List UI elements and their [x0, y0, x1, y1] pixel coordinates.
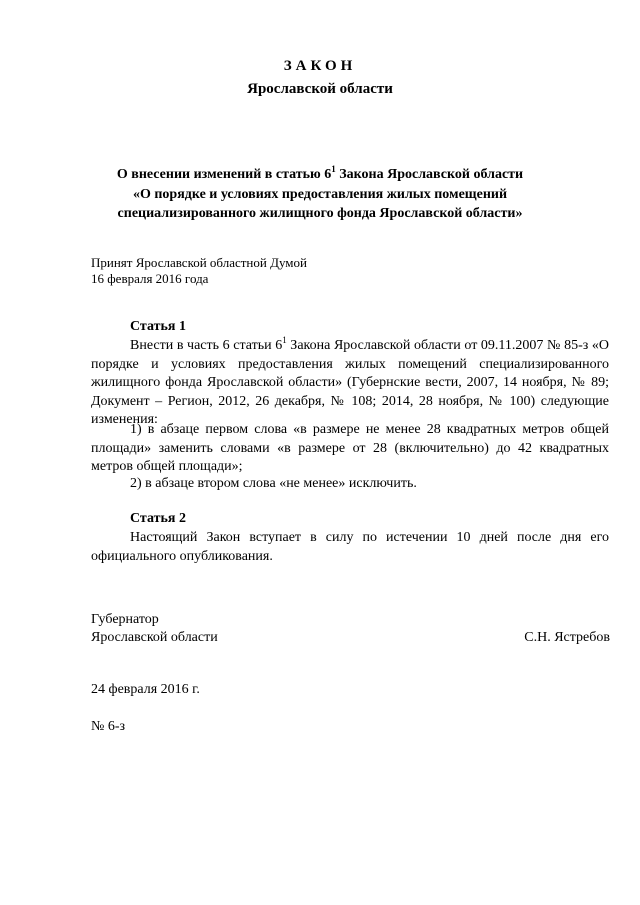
- law-number: № 6-з: [91, 719, 126, 734]
- article-1-intro-before: Внести в часть 6 статьи 6: [130, 338, 283, 353]
- signing-date: 24 февраля 2016 г.: [91, 682, 200, 697]
- article-1-heading: Статья 1: [130, 319, 186, 334]
- document-type: ЗАКОН: [283, 58, 357, 74]
- article-1-item-2: 2) в абзаце втором слова «не менее» исключить.: [130, 476, 417, 491]
- article-1-intro-after: Закона Ярославской области от 09.11.2007 № 85-з «О порядке и условиях предоставления жилых помещений специализированного жилищного фонда Ярославской области» (Губернские вести, 2007, 14 ноября, № 89; Документ – Регион, 2012, 26 декабря, № 108; 2014, 28 ноября, № 100) следующие изменения:: [91, 338, 610, 427]
- document-region: Ярославской области: [247, 81, 393, 97]
- law-title-line-3: специализированного жилищного фонда Ярославской области»: [117, 206, 523, 221]
- title-superscript: 1: [331, 164, 336, 174]
- signatory-title-line-1: Губернатор: [91, 612, 159, 627]
- title-text-before: О внесении изменений в статью 6: [116, 167, 332, 182]
- law-title-line-2: «О порядке и условиях предоставления жилых помещений: [132, 187, 508, 202]
- signatory-name: С.Н. Ястребов: [524, 630, 610, 645]
- article-2-heading: Статья 2: [130, 511, 186, 526]
- article-1-superscript: 1: [282, 335, 287, 345]
- article-2-body: Настоящий Закон вступает в силу по истечении 10 дней после дня его официального опубликования.: [91, 530, 609, 564]
- law-title-line-1: [0, 164, 640, 183]
- adoption-note-line-1: Принят Ярославской областной Думой: [91, 255, 307, 270]
- article-1-item-1: 1) в абзаце первом слова «в размере не менее 28 квадратных метров общей площади» заменить словами «в размере от 28 (включительно) до 42 квадратных метров общей площади»;: [91, 422, 609, 474]
- article-1-intro: [91, 337, 609, 430]
- title-text-after: Закона Ярославской области: [335, 167, 524, 182]
- signatory-title-line-2: Ярославской области: [91, 630, 218, 645]
- adoption-date: 16 февраля 2016 года: [91, 271, 209, 286]
